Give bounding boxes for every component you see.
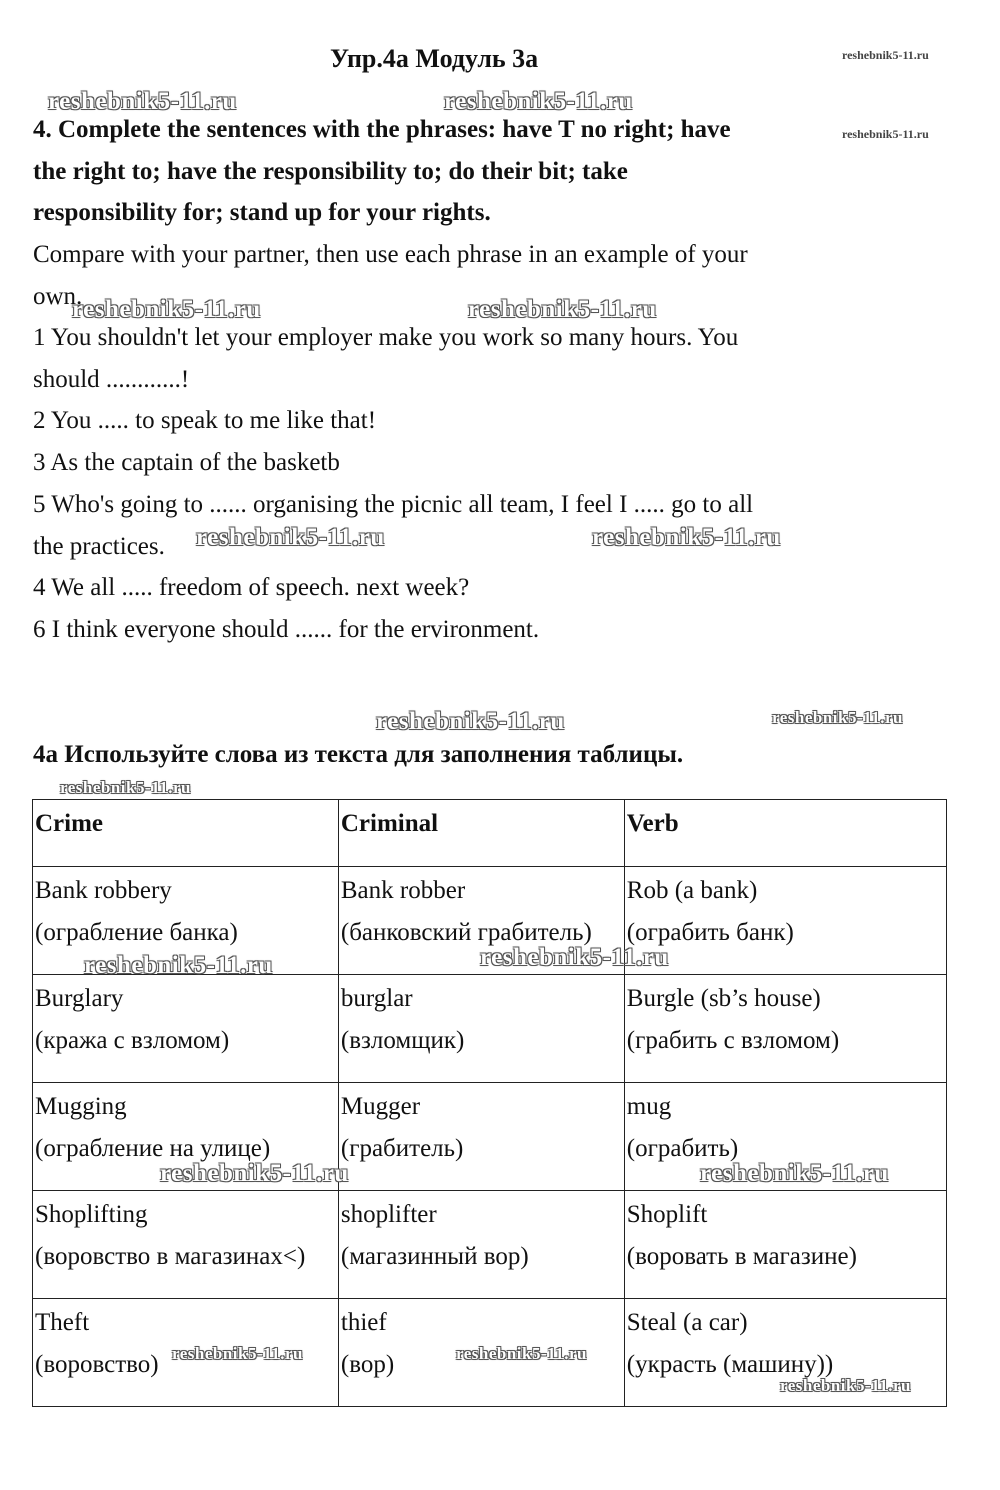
exercise-line: 4 We all ..... freedom of speech. next week?: [33, 574, 470, 601]
watermark: reshebnik5-11.ru: [160, 1160, 349, 1187]
cell-line: thief: [340, 1309, 387, 1336]
watermark: reshebnik5-11.ru: [780, 1376, 911, 1395]
table-row: [33, 975, 947, 1083]
cell-line: (грабитель): [340, 1135, 464, 1162]
cell-criminal: [338, 975, 624, 1083]
cell-line: Rob (a bank): [626, 877, 758, 904]
crime-table: [32, 799, 947, 1407]
cell-line: mug: [626, 1093, 672, 1120]
cell-line: (банковский грабитель): [340, 919, 592, 946]
cell-verb: [624, 975, 946, 1083]
watermark: reshebnik5-11.ru: [72, 296, 261, 323]
cell-line: Bank robber: [340, 877, 466, 904]
cell-line: Shoplifting: [35, 1201, 148, 1228]
header-crime: Crime: [33, 800, 339, 867]
cell-line: Theft: [35, 1309, 90, 1336]
watermark: reshebnik5-11.ru: [196, 524, 385, 551]
exercise-heading: 4. Complete the sentences with the phrases: have T no right; have: [33, 116, 731, 143]
exercise-line: 3 As the captain of the basketb: [33, 449, 340, 476]
exercise-line: 1 You shouldn't let your employer make you work so many hours. You: [33, 324, 739, 351]
cell-line: (грабить с взломом): [626, 1027, 840, 1054]
cell-line: (воровство): [35, 1351, 159, 1378]
exercise-line: 2 You ..... to speak to me like that!: [33, 407, 377, 434]
cell-line: (взломщик): [340, 1027, 465, 1054]
watermark: reshebnik5-11.ru: [700, 1160, 889, 1187]
cell-line: Mugging: [35, 1093, 127, 1120]
header-criminal: Criminal: [338, 800, 624, 867]
cell-line: (вор): [340, 1351, 395, 1378]
exercise-line: should ............!: [33, 366, 190, 393]
watermark: reshebnik5-11.ru: [842, 48, 929, 62]
cell-criminal: [338, 1191, 624, 1299]
table-row: [33, 1191, 947, 1299]
table-heading: 4a Используйте слова из текста для заполнения таблицы.: [33, 741, 684, 768]
exercise-line: 5 Who's going to ...... organising the picnic all team, I feel I ..... go to all: [33, 491, 754, 518]
watermark: reshebnik5-11.ru: [468, 296, 657, 323]
cell-line: Bank robbery: [35, 877, 172, 904]
cell-line: (воровство в магазинах<): [35, 1243, 306, 1270]
cell-line: Burglary: [35, 985, 124, 1012]
cell-line: Steal (a car): [626, 1309, 748, 1336]
cell-line: (магазинный вор): [340, 1243, 529, 1270]
watermark: reshebnik5-11.ru: [48, 88, 237, 115]
watermark: reshebnik5-11.ru: [456, 1344, 587, 1363]
cell-line: shoplifter: [340, 1201, 437, 1228]
cell-line: (ограбление на улице): [35, 1135, 271, 1162]
watermark: reshebnik5-11.ru: [842, 127, 929, 141]
cell-line: burglar: [340, 985, 413, 1012]
exercise-line: Compare with your partner, then use each phrase in an example of your: [33, 241, 748, 268]
watermark: reshebnik5-11.ru: [592, 524, 781, 551]
cell-crime: [33, 975, 339, 1083]
watermark: reshebnik5-11.ru: [376, 708, 565, 735]
cell-crime: [33, 1191, 339, 1299]
cell-line: (украсть (машину)): [626, 1351, 834, 1378]
cell-line: Shoplift: [626, 1201, 708, 1228]
cell-verb: [624, 867, 946, 975]
cell-line: (ограбить банк): [626, 919, 794, 946]
exercise-line: 6 I think everyone should ...... for the ervironment.: [33, 616, 540, 643]
watermark: reshebnik5-11.ru: [444, 88, 633, 115]
exercise-line: the practices.: [33, 533, 165, 560]
exercise-line: own.: [33, 283, 83, 310]
exercise-heading: the right to; have the responsibility to; do their bit; take: [33, 158, 628, 185]
exercise-heading: responsibility for; stand up for your rights.: [33, 199, 491, 226]
page-title: Упр.4а Модуль 3а: [330, 44, 539, 73]
cell-line: (кража с взломом): [35, 1027, 230, 1054]
header-verb: Verb: [624, 800, 946, 867]
cell-verb: [624, 1191, 946, 1299]
watermark: reshebnik5-11.ru: [772, 708, 903, 727]
watermark: reshebnik5-11.ru: [480, 944, 669, 971]
watermark: reshebnik5-11.ru: [60, 778, 191, 797]
cell-line: (ограбить): [626, 1135, 739, 1162]
watermark: reshebnik5-11.ru: [172, 1344, 303, 1363]
watermark: reshebnik5-11.ru: [84, 952, 273, 979]
cell-criminal: [338, 1083, 624, 1191]
cell-line: Burgle (sb’s house): [626, 985, 821, 1012]
cell-line: (ограбление банка): [35, 919, 238, 946]
table-header-row: [33, 800, 947, 867]
cell-line: (воровать в магазине): [626, 1243, 857, 1270]
cell-line: Mugger: [340, 1093, 421, 1120]
